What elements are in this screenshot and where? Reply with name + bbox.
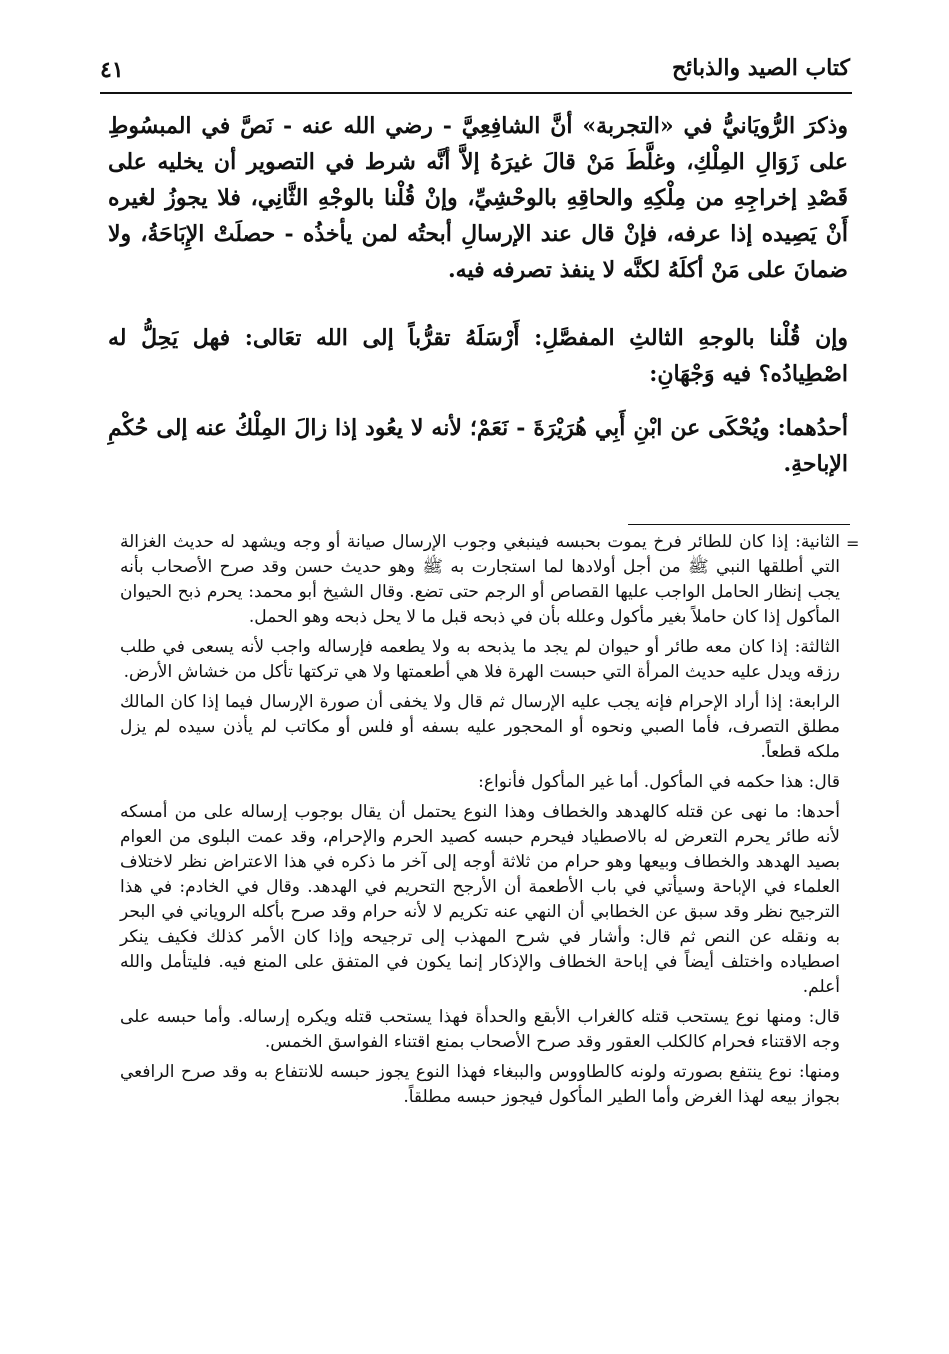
footnote-continuation-mark: =: [846, 534, 860, 553]
main-paragraph-1: وذكرَ الرُّويَانيُّ في «التجربة» أنَّ الشافِعِيَّ - رضي الله عنه - نَصَّ في المبسُوطِ على زَوَالِ المِلْكِ، وغلَّطَ مَنْ قالَ غيرَهُ إلاَّ أنَّه شرط في التصوير أن يخليه على قَصْدِ إخراجِهِ من مِلْكِهِ والحاقِهِ بالوحْشِيِّ، وإنْ قُلْنا بالوجْهِ الثَّانِي، فلا يجوزُ لغيره أَنْ يَصِيده إذا عرفه، فإنْ قال عند الإرسالِ أبحتُه لمن يأخذُه - حصلَتْ الإِبَاحَةُ، ولا ضمانَ على مَنْ أكلَهُ لكنَّه لا ينفذ تصرفه فيه.: [108, 113, 848, 283]
footnote-text: إذا أراد الإحرام فإنه يجب عليه الإرسال ثم قال ولا يخفى أن صورة الإرسال فيما إذا كان المالك مطلق التصرف، فأما الصبي ونحوه أو المحجور عليه بسفه أو فلس أو مكاتب لم يأذن سيده لم يزل ملكه قطعاً.: [120, 692, 840, 762]
footnote-separator: [628, 524, 850, 525]
footnote-item: [120, 800, 840, 1000]
footnote-text: ما نهى عن قتله كالهدهد والخطاف وهذا النوع يحتمل أن يقال بوجوب إرساله على من أمسكه لأنه طائر يحرم التعرض له بالاصطياد فيحرم حبسه كصيد الحرم والإحرام، وقد عمت البلوى من العوام بصيد الهدهد والخطاف وبيعها وهو حرام من ثلاثة أوجه إلى آخر ما ذكره في هذا الاعتراض نظر لاختلاف العلماء في الإباحة وسيأتي في باب الأطعمة أن الأرجح التحريم في الهدهد. وقال في الخادم: في هذا الترجيح نظر وقد سبق عن الخطابي أن النهي عنه تكريم لا لأنه حرام وقد صرح بأكله الروياني في البحر به ونقله عن النص ثم قال: وأشار في شرح المهذب إلى ترجيحه وإذا كان الأمر كذلك فكيف ينكر اصطياده واختلف أيضاً في إباحة الخطاف والإذكار إنما يكون في المتفق على المنع فيه. فليتأمل والله أعلم.: [120, 802, 840, 997]
footnote-text: نوع ينتفع بصورته ولونه كالطاووس والببغاء فهذا النوع يجوز حبسه للانتفاع به وقد صرح الرافعي بجواز بيعه لهذا الغرض وأما الطير المأكول فيجوز حبسه مطلقاً.: [120, 1062, 840, 1107]
main-paragraph-3: [108, 410, 848, 482]
footnote-label: قال:: [808, 1007, 840, 1027]
footnote-item: [120, 690, 840, 765]
paragraph-body: ويُحْكَى عن ابْنِ أَبِي هُرَيْرَةَ - نَعَمْ؛ لأنه لا يعُود إذا زالَ المِلْكُ عنه إلى حُكْمِ الإباحةِ.: [108, 415, 848, 477]
footnote-item: [120, 770, 840, 795]
footnote-label: الرابعة:: [788, 692, 840, 712]
footnote-label: الثانية:: [795, 532, 841, 552]
footnote-item: [120, 635, 840, 685]
footnote-label: أحدها:: [795, 802, 840, 822]
footnote-text: إذا كان للطائر فرخ يموت بحبسه فينبغي وجوب الإرسال صيانة أو وجه ويشهد له حديث الغزالة التي أطلقها النبي ﷺ من أجل أولادها لما استجارت به ﷺ وهو حديث حسن وقد صرح الأصحاب بأنه يجب إنظار الحامل الواجب عليها القصاص أو الرجم حتى تضع. وقال الشيخ أبو محمد: يحرم ذبح الحيوان المأكول إذا كان حاملاً بغير مأكول وعلله بأن في ذبحه قبل ما لا يحل ذبحه وهو الحمل.: [120, 532, 840, 627]
footnote-label: قال:: [808, 772, 840, 792]
footnote-item: [120, 1005, 840, 1055]
running-header: [100, 55, 850, 95]
footnote-item: [120, 530, 840, 630]
footnotes: [120, 530, 840, 1115]
footnote-label: ومنها:: [798, 1062, 841, 1082]
footnote-label: الثالثة:: [794, 637, 840, 657]
main-paragraph-2: وإن قُلْنا بالوجهِ الثالثِ المفصَّلِ: أَرْسَلَهُ تقرُّباً إلى الله تعَالى: فهل يَحِلُّ له اصْطِيادُه؟ فيه وَجْهَانِ:: [108, 325, 848, 387]
header-title: كتاب الصيد والذبائح: [671, 55, 850, 81]
paragraph-lead-term: أحدُهما:: [777, 415, 848, 441]
footnote-text: ومنها نوع يستحب قتله كالغراب الأبقع والحدأة فهذا يستحب قتله ويكره إرساله. وأما حبسه على وجه الاقتناء فحرام كالكلب العقور وقد صرح الأصحاب بمنع اقتناء الفواسق الخمس.: [120, 1007, 840, 1052]
header-rule: [100, 92, 852, 94]
footnote-text: هذا حكمه في المأكول. أما غير المأكول فأنواع:: [478, 772, 804, 792]
footnote-text: إذا كان معه طائر أو حيوان لم يجد ما يذبحه به ولا يطعمه فإرساله واجب لأنه يسعى في طلب رزقه ويدل عليه حديث المرأة التي حبست الهرة فلا هي أطعمتها ولا هي تركتها تأكل من خشاش الأرض.: [120, 637, 840, 682]
footnote-item: [120, 1060, 840, 1110]
page-number: ٤١: [100, 57, 124, 83]
